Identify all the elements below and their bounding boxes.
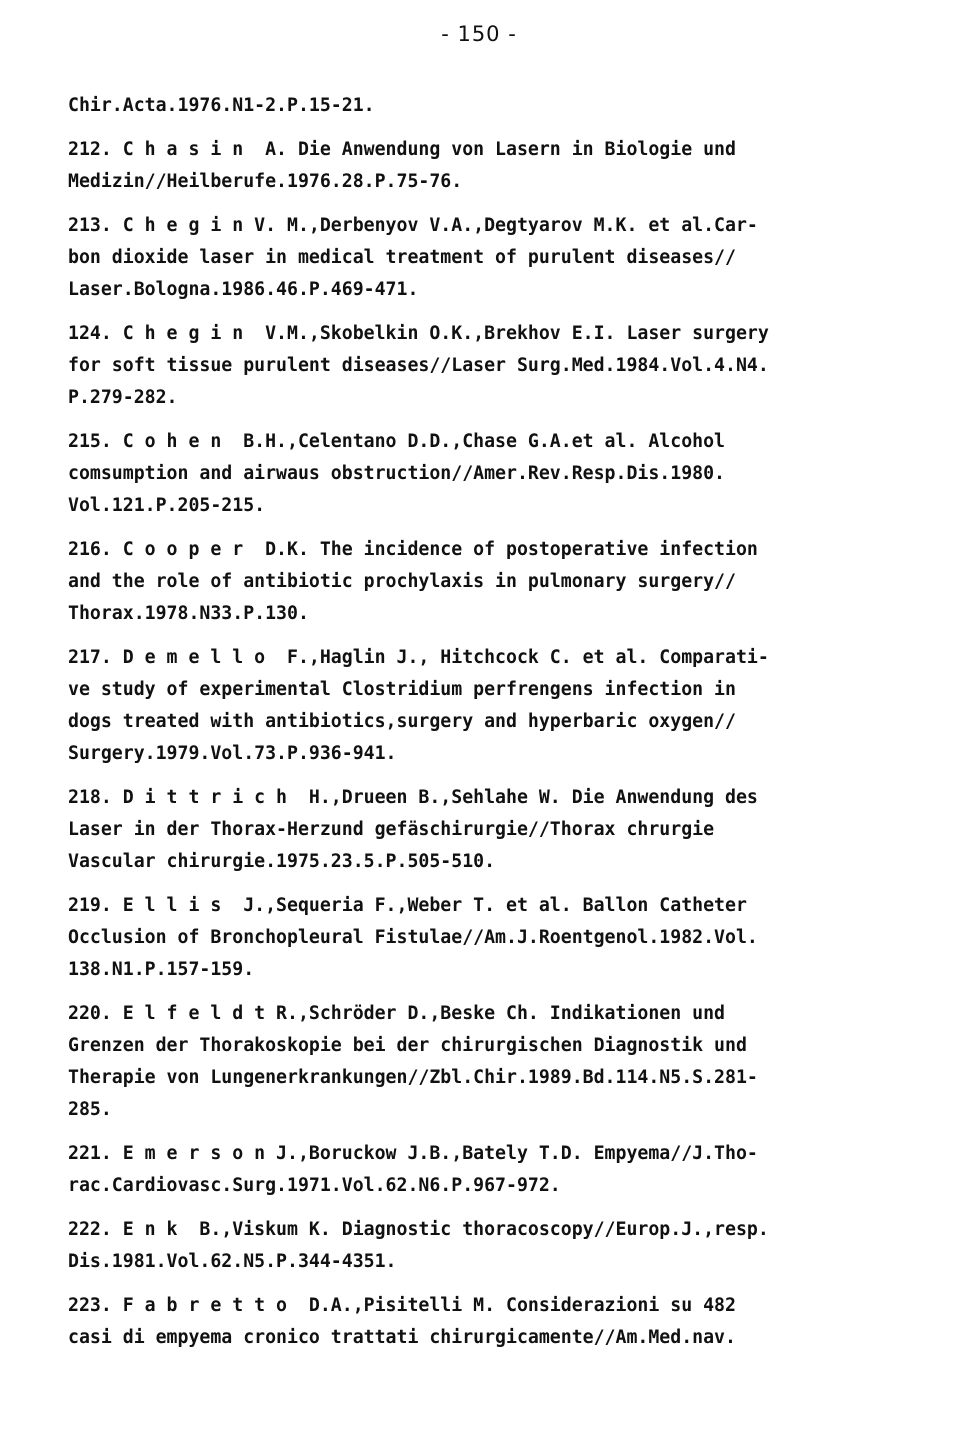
reference-line: Vol.121.P.205-215. (68, 495, 266, 516)
reference-line: casi di empyema cronico trattati chirurgicamente//Am.Med.nav. (68, 1327, 736, 1348)
reference-line: bon dioxide laser in medical treatment of purulent diseases// (68, 247, 736, 268)
reference-line: Occlusion of Bronchopleural Fistulae//Am.J.Roentgenol.1982.Vol. (68, 927, 758, 948)
reference-line: Laser in der Thorax-Herzund gefäschirurgie//Thorax chrurgie (68, 819, 715, 840)
reference-line: ve study of experimental Clostridium perfrengens infection in (68, 679, 736, 700)
reference-line: 220. E l f e l d t R.,Schröder D.,Beske Ch. Indikationen und (68, 1003, 725, 1024)
reference-line: 212. C h a s i n A. Die Anwendung von Lasern in Biologie und (68, 139, 736, 160)
reference-entry (68, 1138, 900, 1202)
reference-entry (68, 642, 900, 770)
reference-line: comsumption and airwaus obstruction//Amer.Rev.Resp.Dis.1980. (68, 463, 725, 484)
reference-entry (68, 534, 900, 630)
reference-line: for soft tissue purulent diseases//Laser Surg.Med.1984.Vol.4.N4. (68, 355, 769, 376)
reference-entry (68, 90, 900, 122)
reference-entry (68, 426, 900, 522)
reference-line: Vascular chirurgie.1975.23.5.P.505-510. (68, 851, 496, 872)
reference-line: 219. E l l i s J.,Sequeria F.,Weber T. et al. Ballon Catheter (68, 895, 747, 916)
reference-entry (68, 210, 900, 306)
reference-line: 221. E m e r s o n J.,Boruckow J.B.,Bately T.D. Empyema//J.Tho- (68, 1143, 758, 1164)
reference-line: dogs treated with antibiotics,surgery and hyperbaric oxygen// (68, 711, 736, 732)
reference-line: 216. C o o p e r D.K. The incidence of postoperative infection (68, 539, 758, 560)
reference-line: 124. C h e g i n V.M.,Skobelkin O.K.,Brekhov E.I. Laser surgery (68, 323, 769, 344)
reference-entry (68, 782, 900, 878)
reference-entry (68, 134, 900, 198)
reference-line: Medizin//Heilberufe.1976.28.P.75-76. (68, 171, 463, 192)
reference-line: Dis.1981.Vol.62.N5.P.344-4351. (68, 1251, 397, 1272)
reference-entry (68, 318, 900, 414)
reference-line: 218. D i t t r i c h H.,Drueen B.,Sehlahe W. Die Anwendung des (68, 787, 758, 808)
reference-line: 217. D e m e l l o F.,Haglin J., Hitchcock C. et al. Comparati- (68, 647, 769, 668)
reference-line: and the role of antibiotic prochylaxis in pulmonary surgery// (68, 571, 736, 592)
reference-line: Laser.Bologna.1986.46.P.469-471. (68, 279, 419, 300)
reference-line: Therapie von Lungenerkrankungen//Zbl.Chir.1989.Bd.114.N5.S.281- (68, 1067, 758, 1088)
reference-line: 222. E n k B.,Viskum K. Diagnostic thoracoscopy//Europ.J.,resp. (68, 1219, 769, 1240)
reference-line: 138.N1.P.157-159. (68, 959, 255, 980)
reference-line: 223. F a b r e t t o D.A.,Pisitelli M. Considerazioni su 482 (68, 1295, 736, 1316)
reference-line: Grenzen der Thorakoskopie bei der chirurgischen Diagnostik und (68, 1035, 747, 1056)
reference-line: Chir.Acta.1976.N1-2.P.15-21. (68, 95, 375, 116)
reference-line: Thorax.1978.N33.P.130. (68, 603, 309, 624)
reference-line: 215. C o h e n B.H.,Celentano D.D.,Chase G.A.et al. Alcohol (68, 431, 725, 452)
reference-entry (68, 890, 900, 986)
page-number: - 150 - (441, 22, 517, 46)
reference-line: 285. (68, 1099, 112, 1120)
reference-line: rac.Cardiovasc.Surg.1971.Vol.62.N6.P.967-972. (68, 1175, 561, 1196)
reference-line: Surgery.1979.Vol.73.P.936-941. (68, 743, 397, 764)
reference-entry (68, 998, 900, 1126)
reference-line: 213. C h e g i n V. M.,Derbenyov V.A.,Degtyarov M.K. et al.Car- (68, 215, 758, 236)
reference-entry (68, 1214, 900, 1278)
reference-list (68, 90, 900, 1366)
reference-entry (68, 1290, 900, 1354)
reference-line: P.279-282. (68, 387, 178, 408)
